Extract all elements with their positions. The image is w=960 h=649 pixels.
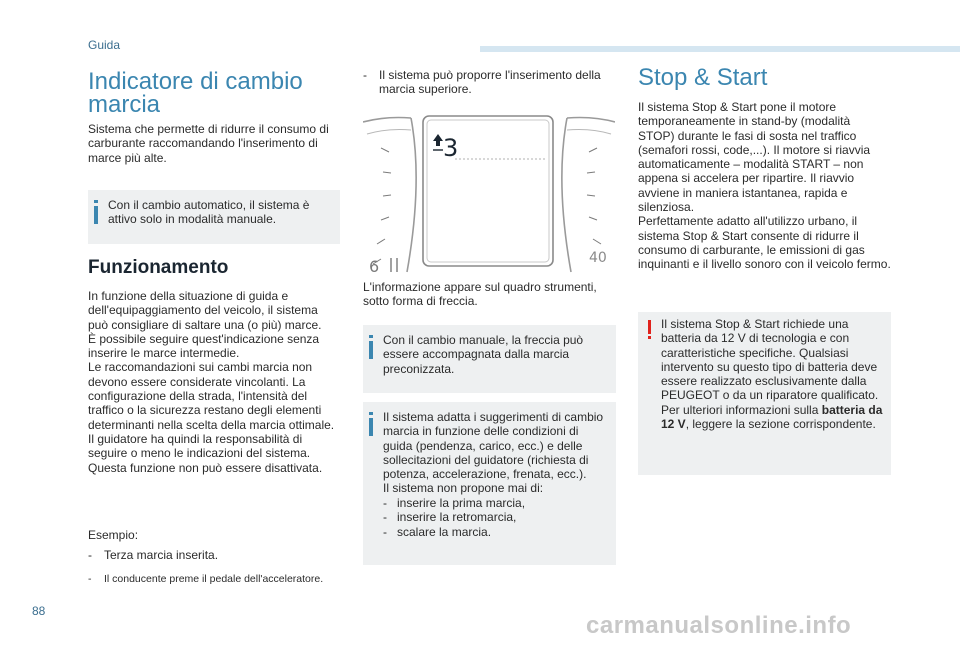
info-line: attivo solo in modalità manuale. [108,212,277,227]
dash: - [383,496,387,510]
body-line: temporaneamente in stand-by (modalità [638,114,851,129]
warning-line: caratteristiche specifiche. Qualsiasi [661,345,849,360]
cluster-caption [363,280,618,309]
instrument-cluster-illustration [363,112,615,274]
info-text [383,333,611,376]
warning-bold: 12 V [661,417,686,432]
warning-line: intervento su questo tipo di batteria deve [661,359,878,374]
example-text: Il conducente preme il pedale dell'acceleratore. [104,573,324,585]
upshift-line: Il sistema può proporre l'inserimento della [379,68,601,82]
body-line: traffico o la sicurezza restano degli elementi [88,403,322,418]
body-line: devono essere considerate vincolanti. La [88,374,306,389]
list-item [383,496,613,510]
warning-bold: batteria da [821,402,883,417]
caption-line: L'informazione appare sul quadro strumenti, [363,280,597,294]
list-item [383,525,613,539]
example-item-1 [88,548,348,562]
warning-box-battery [638,312,891,475]
left-gauge-digit: 6 [369,257,380,274]
list-item-text: inserire la prima marcia, [397,496,526,510]
info-line: essere accompagnata dalla marcia [383,347,570,362]
title-text: Stop & Start [638,64,768,91]
intro-paragraph [88,122,340,165]
body-line: Le raccomandazioni sui cambi marcia non [88,360,313,375]
body-line: sistema Stop & Start consente di ridurre il [638,228,859,243]
body-line: In funzione della situazione di guida e [88,289,289,303]
dash: - [88,573,92,585]
body-line: Questa funzione non può essere disattivata. [88,460,323,475]
title-stop-start [638,66,767,89]
info-line: marcia in funzione delle condizioni di [383,424,579,439]
info-icon-dot [94,200,98,203]
example-item-2 [88,572,350,586]
list-item [383,510,613,524]
info-icon-dot [369,412,373,415]
body-line: È possibile seguire quest'indicazione senza [88,331,320,346]
info-line: sollecitazioni del guidatore (richiesta di [383,452,589,467]
info-text [383,410,613,496]
body-line: (semafori rossi, code,...). Il motore si riavvia [638,142,871,157]
intro-line: Sistema che permette di ridurre il consumo di [88,122,329,136]
info-icon [369,341,373,359]
example-label [88,528,138,542]
warning-text [661,317,888,431]
upshift-text [379,68,601,97]
body-line: Il guidatore ha quindi la responsabilità di [88,431,303,446]
warning-line: PEUGEOT o da un riparatore qualificato. [661,388,879,403]
body-line: avviene in maniera istantanea, rapida e [638,185,848,200]
info-line: Il sistema adatta i suggerimenti di cambio [383,410,604,424]
warning-tail: , leggere la sezione corrispondente. [685,417,876,432]
body-line: Il sistema Stop & Start pone il motore [638,100,837,114]
body-line: Perfettamente adatto all'utilizzo urbano, il [638,214,858,229]
info-line: preconizzata. [383,361,455,376]
body-line: può consigliare di saltare una (o più) marce. [88,317,322,332]
dash: - [88,548,92,562]
example-label-text: Esempio: [88,528,139,542]
intro-line: carburante raccomandando l'inserimento di [88,136,318,151]
gear-digit: 3 [443,134,459,162]
header-bar [480,46,960,52]
upshift-item [363,68,618,97]
body-line: determinanti nella scelta della marcia ottimale. [88,417,335,432]
title-gear-indicator [88,70,338,116]
right-gauge-digit: 40 [589,250,607,266]
column-1 [88,70,338,116]
upshift-arrow-icon [433,134,443,146]
warning-line: Il sistema Stop & Start richiede una [661,317,849,331]
warning-line: batteria da 12 V di tecnologia e con [661,331,850,346]
subtitle-operation [88,257,228,279]
body-line: seguire o meno le indicazioni del sistema. [88,446,311,461]
info-icon [94,206,98,224]
dash: - [383,510,387,525]
info-line: Con il cambio manuale, la freccia può [383,333,584,347]
body-line: configurazione della strada, l'intensità del [88,389,308,404]
upshift-line: marcia superiore. [379,82,472,97]
info-line: potenza, accelerazione, frenata, ecc.). [383,467,587,482]
warning-icon-dot [648,336,651,339]
title-line-1: Indicatore di cambio [88,68,303,95]
list-item-text: inserire la retromarcia, [397,510,517,525]
dash: - [363,68,367,82]
example-text: Terza marcia inserita. [104,548,219,562]
info-text [108,198,333,227]
list-item-text: scalare la marcia. [397,524,492,539]
info-box-manual [363,325,616,393]
intro-line: marce più alte. [88,150,167,165]
title-line-2: marcia [88,91,161,118]
warning-icon [648,320,651,334]
body-line: automaticamente – modalità START – non [638,157,864,172]
info-line: Con il cambio automatico, il sistema è [108,198,310,212]
body-line: appena si accelera per ripartire. Il riavvio [638,171,855,186]
info-icon [369,418,373,436]
info-icon-dot [369,335,373,338]
page-number: 88 [32,604,46,618]
body-line: STOP) durante le fasi di sosta nel traffico [638,128,857,143]
never-list [383,496,613,539]
body-line: dell'equipaggiamento del veicolo, il sistema [88,303,318,318]
warning-line: essere realizzato esclusivamente dalla [661,374,867,389]
warning-line: Per ulteriori informazioni sulla [661,402,822,417]
body-line: inquinanti e il livello sonoro con il veicolo fermo. [638,257,891,272]
info-line: guida (pendenza, carico, ecc.) e delle [383,438,583,453]
subtitle: Funzionamento [88,257,229,278]
info-box-adaptation [363,402,616,565]
info-box-automatic [88,190,340,244]
body-line: silenziosa. [638,200,695,215]
info-line: Il sistema non propone mai di: [383,481,544,496]
section-label: Guida [88,38,121,52]
dash: - [383,524,387,539]
caption-line: sotto forma di freccia. [363,294,478,309]
operation-body [88,289,340,475]
stop-start-body [638,100,898,272]
body-line: consumo di carburante, le emissioni di gas [638,242,865,257]
watermark: carmanualsonline.info [586,612,852,639]
body-line: inserire le marce intermedie. [88,346,240,361]
